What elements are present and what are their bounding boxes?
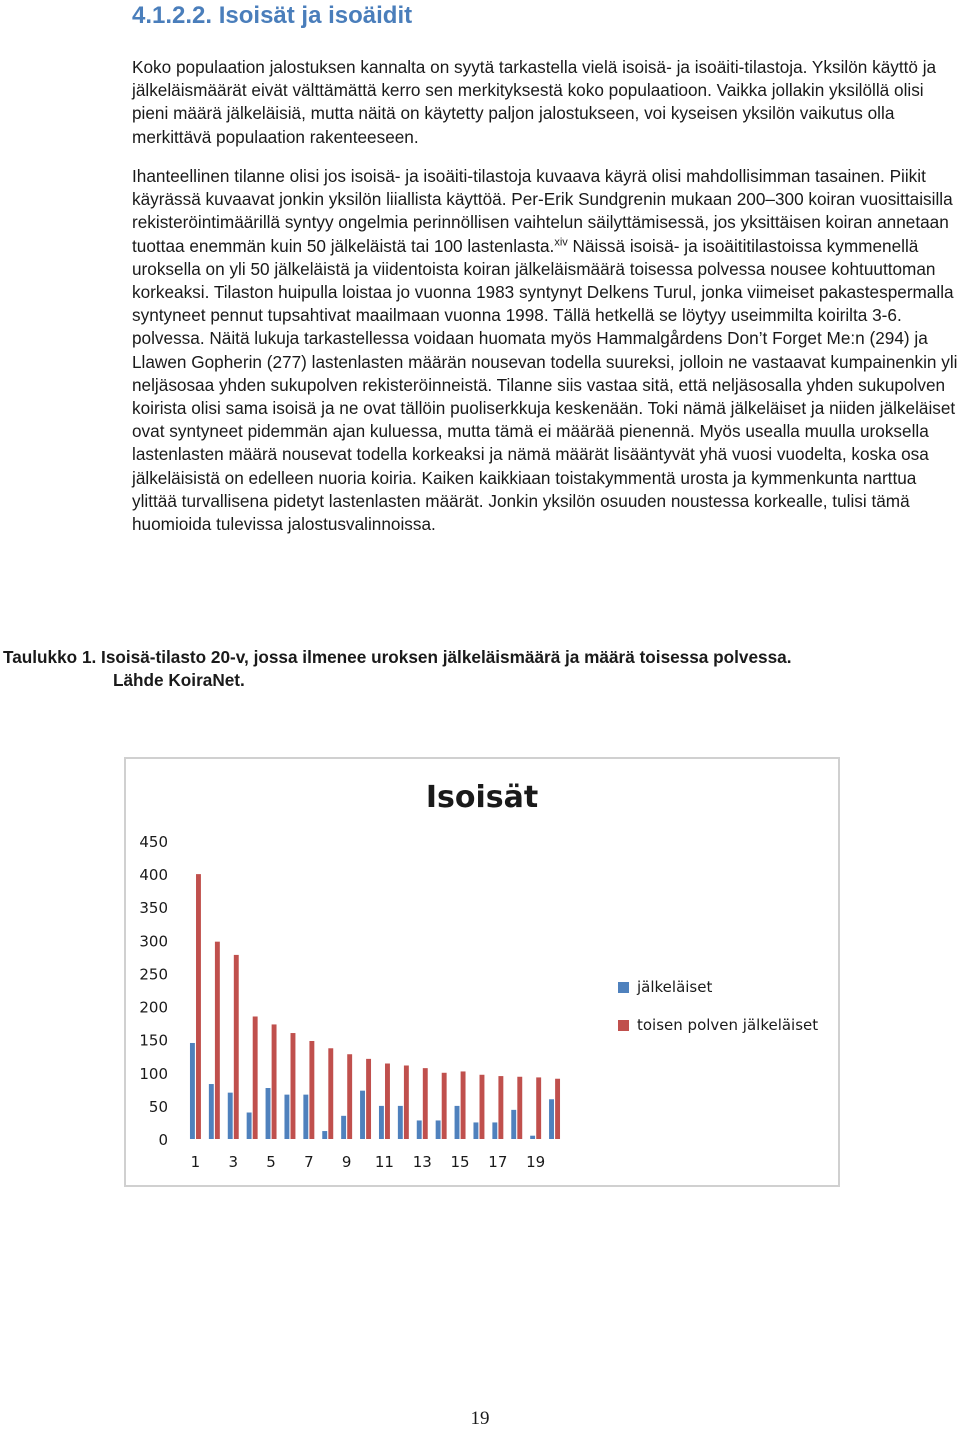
bar-offspring — [303, 1095, 308, 1139]
x-tick-label: 7 — [304, 1153, 314, 1171]
bar-second-gen — [366, 1059, 371, 1139]
bar-offspring — [209, 1084, 214, 1139]
y-tick-label: 0 — [158, 1131, 168, 1149]
y-tick-label: 400 — [139, 866, 168, 885]
x-tick-label: 19 — [526, 1153, 546, 1171]
x-tick-label: 3 — [228, 1153, 239, 1171]
bar-second-gen — [480, 1075, 485, 1139]
bar-offspring — [247, 1113, 252, 1139]
bar-second-gen — [498, 1076, 503, 1139]
analysis-paragraph-lead: Ihanteellinen tilanne olisi jos isoisä- ja isoäiti-tilastoja kuvaava käyrä olisi mahdollisimman tasainen. Piikit käyrässä kuvaavat jonkin yksilön liiallista käyttöä. Per-Erik Sundgrenin mukaan 200–300 koiran vuosittaisilla rekisteröintimäärillä syntyy ongelmia perinnöllisen vaihtelun säilyttämisessä, jos yksittäisen koiran annetaan tuottaa enemmän kuin 50 jälkeläistä tai 100 lastenlasta. — [132, 166, 953, 256]
legend-swatch — [618, 1020, 629, 1031]
bar-second-gen — [328, 1048, 333, 1139]
bar-second-gen — [517, 1077, 522, 1139]
bar-second-gen — [385, 1064, 390, 1139]
y-tick-label: 50 — [148, 1097, 168, 1116]
bar-offspring — [266, 1088, 271, 1139]
bar-offspring — [549, 1099, 554, 1139]
analysis-paragraph — [132, 165, 960, 536]
x-tick-label: 15 — [450, 1153, 470, 1171]
intro-paragraph: Koko populaation jalostuksen kannalta on syytä tarkastella vielä isoisä- ja isoäiti-tilastoja. Yksilön käyttö ja jälkeläismäärät eivät välttämättä kerro sen merkityksestä koko populaatioon. Vaikka jollakin yksilöllä olisi pieni määrä jälkeläisiä, mutta näitä on käytetty paljon jalostukseen, voi kyseisen yksilön vaikutus olla merkittävä populaation rakenteeseen. — [132, 57, 937, 147]
bar-offspring — [436, 1120, 441, 1139]
citation-marker: xiv — [554, 235, 568, 248]
legend-label: toisen polven jälkeläiset — [637, 1016, 819, 1034]
x-tick-label: 13 — [412, 1153, 432, 1171]
x-tick-label: 1 — [190, 1153, 201, 1171]
x-tick-label: 17 — [488, 1153, 508, 1171]
x-tick-label: 11 — [374, 1153, 394, 1171]
bar-second-gen — [555, 1079, 560, 1139]
bar-offspring — [341, 1116, 346, 1139]
bar-offspring — [322, 1131, 327, 1139]
bar-second-gen — [272, 1024, 277, 1139]
y-tick-label: 150 — [139, 1031, 168, 1050]
y-tick-label: 450 — [139, 833, 168, 851]
legend-label: jälkeläiset — [637, 978, 713, 996]
x-tick-label: 5 — [266, 1153, 276, 1171]
bar-second-gen — [253, 1016, 258, 1139]
bar-second-gen — [196, 874, 201, 1139]
bar-second-gen — [536, 1077, 541, 1139]
analysis-paragraph-body: Näissä isoisä- ja isoäititilastoissa kymmenellä uroksella on yli 50 jälkeläistä ja viidentoista koiran jälkeläismäärä toisessa polvessa nousee kohtuuttoman korkeaksi. Tilaston huipulla loistaa jo vuonna 1983 syntynyt Delkens Turul, jonka viimeiset pakastespermalla syntyneet pennut tupsahtivat maailmaan vuonna 1998. Tällä hetkellä se löytyy useimmilta koirilta 3-6. polvessa. Näitä lukuja tarkastellessa voidaan huomata myös Hammalgårdens Don’t Forget Me:n (294) ja Llawen Gopherin (277) lastenlasten määrän nousevan todella suureksi, jolloin ne vastaavat kumpainenkin yli neljäsosaa yhden sukupolven rekisteröinneistä. Tilanne siis vastaa sitä, että neljäsosalla yhden sukupolven koirista olisi sama isoisä ja ne ovat tällöin puoliserkkuja keskenään. Toki nämä jälkeläiset ja niiden jälkeläiset ovat syntyneet pidemmän ajan kuluessa, mutta tämä ei määrää pienennä. Myös usealla muulla uroksella lastenlasten määrä nousevat todella korkeaksi ja nämä määrät lisääntyvät yhä vuosi vuodelta, koska osa jälkeläisistä on edelleen nuoria koiria. Kaiken kaikkiaan toistakymmentä urosta ja kymmenkunta narttua ylittää turvallisena pidetyt lastenlasten määrät. Jonkin yksilön osuuden noustessa korkealle, tulisi tämä huomioida tulevissa jalostusvalinnoissa. — [132, 235, 958, 535]
y-tick-label: 300 — [139, 932, 168, 951]
grandsire-chart-svg — [126, 759, 838, 1185]
x-tick-label: 9 — [341, 1153, 352, 1171]
bar-second-gen — [461, 1071, 466, 1139]
bar-offspring — [455, 1106, 460, 1139]
bar-offspring — [398, 1106, 403, 1139]
bar-offspring — [511, 1110, 516, 1139]
bar-offspring — [284, 1095, 289, 1139]
grandsire-chart — [124, 757, 840, 1187]
bar-offspring — [190, 1043, 195, 1139]
y-tick-label: 200 — [139, 998, 168, 1017]
bar-offspring — [228, 1093, 233, 1139]
y-tick-label: 350 — [139, 899, 168, 918]
chart-title: Isoisät — [425, 780, 539, 815]
bar-second-gen — [347, 1054, 352, 1139]
section-heading: 4.1.2.2. Isoisät ja isoäidit — [132, 2, 413, 29]
bar-second-gen — [423, 1068, 428, 1139]
caption-line-1: Taulukko 1. Isoisä-tilasto 20-v, jossa ilmenee uroksen jälkeläismäärä ja määrä toisessa polvessa. — [3, 647, 792, 667]
bar-second-gen — [234, 955, 239, 1139]
table-caption — [3, 646, 791, 692]
bar-offspring — [530, 1136, 535, 1139]
bar-second-gen — [215, 942, 220, 1139]
bar-second-gen — [291, 1033, 296, 1139]
caption-line-2: Lähde KoiraNet. — [113, 670, 245, 690]
bar-second-gen — [442, 1073, 447, 1139]
bar-second-gen — [404, 1065, 409, 1139]
page-number: 19 — [470, 1408, 490, 1429]
bar-offspring — [417, 1120, 422, 1139]
legend-swatch — [618, 982, 629, 993]
bar-offspring — [360, 1091, 365, 1139]
bar-offspring — [379, 1106, 384, 1139]
y-tick-label: 250 — [139, 965, 168, 984]
y-tick-label: 100 — [139, 1064, 168, 1083]
bar-second-gen — [309, 1041, 314, 1139]
bar-offspring — [473, 1122, 478, 1139]
bar-offspring — [492, 1122, 497, 1139]
